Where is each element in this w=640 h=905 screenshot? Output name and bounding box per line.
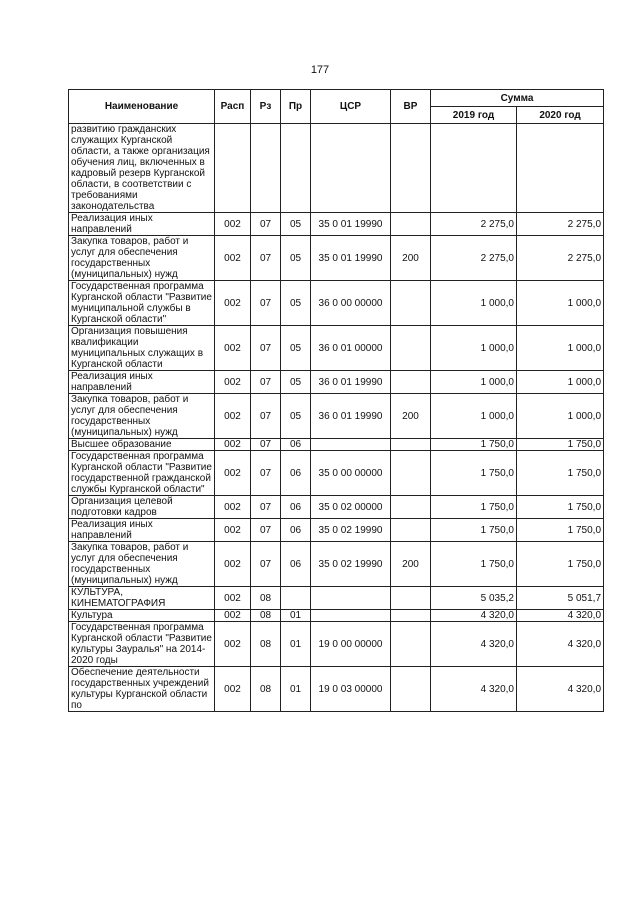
cell-vr (391, 281, 431, 326)
cell-rasp: 002 (215, 451, 251, 496)
cell-pr: 05 (281, 394, 311, 439)
table-row (69, 326, 604, 371)
cell-y2019: 5 035,2 (431, 587, 517, 610)
header-csr: ЦСР (311, 90, 391, 124)
cell-y2020: 5 051,7 (517, 587, 604, 610)
cell-rz: 07 (251, 496, 281, 519)
table-body (69, 124, 604, 712)
cell-rasp: 002 (215, 587, 251, 610)
cell-pr: 05 (281, 326, 311, 371)
cell-pr: 06 (281, 451, 311, 496)
cell-y2020: 1 750,0 (517, 542, 604, 587)
cell-y2020: 4 320,0 (517, 622, 604, 667)
cell-rz: 07 (251, 439, 281, 451)
cell-y2019: 1 750,0 (431, 519, 517, 542)
table-row (69, 542, 604, 587)
cell-pr (281, 124, 311, 213)
cell-vr (391, 124, 431, 213)
cell-y2020: 1 750,0 (517, 519, 604, 542)
cell-csr: 19 0 03 00000 (311, 667, 391, 712)
cell-y2020: 2 275,0 (517, 236, 604, 281)
cell-name: Государственная программа Курганской области "Развитие культуры Зауралья" на 2014-2020 годы (69, 622, 215, 667)
cell-rasp: 002 (215, 371, 251, 394)
cell-rasp: 002 (215, 394, 251, 439)
cell-vr (391, 519, 431, 542)
cell-csr: 36 0 01 19990 (311, 371, 391, 394)
header-rz: Рз (251, 90, 281, 124)
cell-vr (391, 622, 431, 667)
cell-rasp: 002 (215, 667, 251, 712)
cell-y2020: 1 000,0 (517, 394, 604, 439)
cell-name: Реализация иных направлений (69, 371, 215, 394)
cell-vr: 200 (391, 394, 431, 439)
cell-pr: 06 (281, 439, 311, 451)
cell-name: Культура (69, 610, 215, 622)
cell-rz: 07 (251, 281, 281, 326)
cell-rz: 08 (251, 622, 281, 667)
cell-vr (391, 371, 431, 394)
cell-csr (311, 439, 391, 451)
table-row (69, 394, 604, 439)
cell-y2020: 1 000,0 (517, 326, 604, 371)
cell-pr: 01 (281, 622, 311, 667)
cell-y2020: 2 275,0 (517, 213, 604, 236)
cell-csr: 36 0 00 00000 (311, 281, 391, 326)
cell-name: КУЛЬТУРА, КИНЕМАТОГРАФИЯ (69, 587, 215, 610)
cell-csr: 19 0 00 00000 (311, 622, 391, 667)
cell-rasp: 002 (215, 610, 251, 622)
cell-rz: 07 (251, 236, 281, 281)
cell-csr: 36 0 01 00000 (311, 326, 391, 371)
header-name: Наименование (69, 90, 215, 124)
cell-vr (391, 587, 431, 610)
cell-pr: 06 (281, 519, 311, 542)
cell-y2019: 1 000,0 (431, 394, 517, 439)
cell-vr: 200 (391, 542, 431, 587)
table-row (69, 519, 604, 542)
header-vr: ВР (391, 90, 431, 124)
cell-y2019: 4 320,0 (431, 667, 517, 712)
cell-rz: 07 (251, 451, 281, 496)
table-row (69, 622, 604, 667)
cell-vr (391, 496, 431, 519)
cell-y2020: 1 000,0 (517, 281, 604, 326)
cell-csr: 35 0 02 00000 (311, 496, 391, 519)
cell-pr: 06 (281, 542, 311, 587)
cell-y2019: 1 750,0 (431, 542, 517, 587)
cell-rz: 07 (251, 542, 281, 587)
cell-vr (391, 213, 431, 236)
table-row (69, 236, 604, 281)
cell-name: Организация повышения квалификации муниципальных служащих в Курганской области (69, 326, 215, 371)
cell-rz: 08 (251, 610, 281, 622)
cell-y2019: 1 750,0 (431, 496, 517, 519)
cell-y2020: 4 320,0 (517, 667, 604, 712)
cell-pr: 05 (281, 371, 311, 394)
cell-csr: 36 0 01 19990 (311, 394, 391, 439)
cell-rz: 08 (251, 667, 281, 712)
cell-rz: 07 (251, 519, 281, 542)
cell-rz: 08 (251, 587, 281, 610)
cell-y2019: 4 320,0 (431, 622, 517, 667)
table-row (69, 371, 604, 394)
header-pr: Пр (281, 90, 311, 124)
cell-vr (391, 326, 431, 371)
cell-pr: 01 (281, 610, 311, 622)
page-number: 177 (310, 64, 330, 76)
table-row (69, 439, 604, 451)
cell-rasp: 002 (215, 496, 251, 519)
cell-pr: 05 (281, 236, 311, 281)
cell-y2019: 2 275,0 (431, 236, 517, 281)
cell-y2019: 1 000,0 (431, 371, 517, 394)
cell-y2019 (431, 124, 517, 213)
cell-rasp: 002 (215, 519, 251, 542)
cell-pr: 06 (281, 496, 311, 519)
cell-rasp: 002 (215, 213, 251, 236)
cell-y2020: 4 320,0 (517, 610, 604, 622)
cell-csr (311, 124, 391, 213)
header-rasp: Расп (215, 90, 251, 124)
cell-rasp: 002 (215, 439, 251, 451)
cell-name: Реализация иных направлений (69, 519, 215, 542)
cell-csr: 35 0 02 19990 (311, 519, 391, 542)
cell-name: Организация целевой подготовки кадров (69, 496, 215, 519)
table-row (69, 667, 604, 712)
cell-vr: 200 (391, 236, 431, 281)
table-row (69, 213, 604, 236)
cell-y2019: 1 750,0 (431, 439, 517, 451)
cell-rz: 07 (251, 326, 281, 371)
cell-y2020: 1 750,0 (517, 451, 604, 496)
cell-y2019: 2 275,0 (431, 213, 517, 236)
cell-rasp: 002 (215, 326, 251, 371)
cell-pr: 05 (281, 281, 311, 326)
cell-rasp (215, 124, 251, 213)
cell-vr (391, 451, 431, 496)
budget-table (68, 89, 604, 712)
cell-vr (391, 667, 431, 712)
cell-name: Закупка товаров, работ и услуг для обеспечения государственных (муниципальных) нужд (69, 542, 215, 587)
cell-vr (391, 439, 431, 451)
cell-csr: 35 0 01 19990 (311, 213, 391, 236)
cell-pr (281, 587, 311, 610)
cell-csr (311, 587, 391, 610)
cell-name: развитию гражданских служащих Курганской области, а также организация обучения лиц, включенных в кадровый резерв Курганской области, в соответствии с требованиями законодательства (69, 124, 215, 213)
cell-csr: 35 0 02 19990 (311, 542, 391, 587)
cell-pr: 01 (281, 667, 311, 712)
cell-vr (391, 610, 431, 622)
cell-y2020 (517, 124, 604, 213)
table-row (69, 451, 604, 496)
cell-name: Государственная программа Курганской области "Развитие государственной гражданской службы Курганской области" (69, 451, 215, 496)
header-year-2019: 2019 год (431, 107, 517, 124)
cell-y2020: 1 000,0 (517, 371, 604, 394)
table-row (69, 587, 604, 610)
table-row (69, 610, 604, 622)
cell-csr: 35 0 01 19990 (311, 236, 391, 281)
cell-y2020: 1 750,0 (517, 496, 604, 519)
cell-y2019: 1 750,0 (431, 451, 517, 496)
cell-rz: 07 (251, 213, 281, 236)
cell-name: Закупка товаров, работ и услуг для обеспечения государственных (муниципальных) нужд (69, 236, 215, 281)
cell-rasp: 002 (215, 281, 251, 326)
header-sum: Сумма (431, 90, 604, 107)
cell-name: Закупка товаров, работ и услуг для обеспечения государственных (муниципальных) нужд (69, 394, 215, 439)
table-row (69, 281, 604, 326)
cell-rasp: 002 (215, 542, 251, 587)
header-year-2020: 2020 год (517, 107, 604, 124)
cell-name: Реализация иных направлений (69, 213, 215, 236)
cell-rasp: 002 (215, 622, 251, 667)
cell-name: Государственная программа Курганской области "Развитие муниципальной службы в Курганской области" (69, 281, 215, 326)
cell-pr: 05 (281, 213, 311, 236)
cell-y2020: 1 750,0 (517, 439, 604, 451)
cell-rz: 07 (251, 394, 281, 439)
cell-name: Высшее образование (69, 439, 215, 451)
cell-csr (311, 610, 391, 622)
table-row (69, 124, 604, 213)
cell-rz: 07 (251, 371, 281, 394)
cell-rz (251, 124, 281, 213)
cell-name: Обеспечение деятельности государственных учреждений культуры Курганской области по (69, 667, 215, 712)
cell-y2019: 1 000,0 (431, 281, 517, 326)
cell-y2019: 1 000,0 (431, 326, 517, 371)
table-row (69, 496, 604, 519)
cell-y2019: 4 320,0 (431, 610, 517, 622)
cell-rasp: 002 (215, 236, 251, 281)
cell-csr: 35 0 00 00000 (311, 451, 391, 496)
